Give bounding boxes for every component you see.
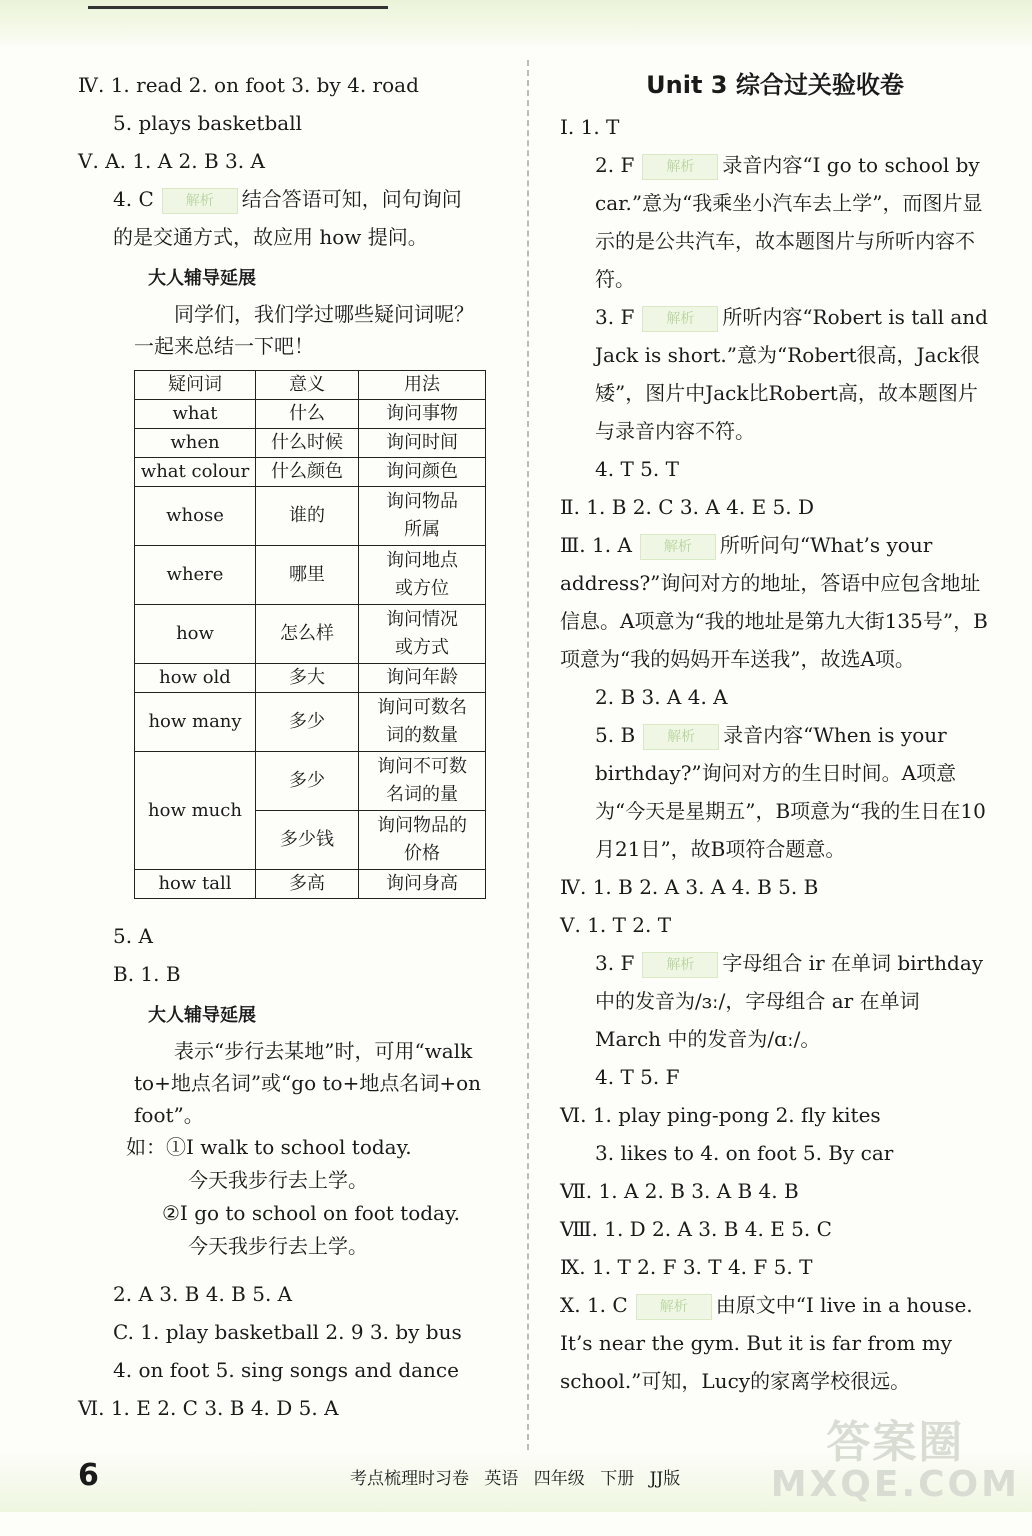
answer-iii-1-explanation: 所听问句“What’s your address?”询问对方的地址，答语中应包含地址信息。A项意为“我的地址是第九大街135号”，B项意为“我的妈妈开车送我”，故选A项。	[560, 533, 988, 671]
answer-viii: Ⅷ. 1. D 2. A 3. B 4. E 5. C	[560, 1217, 832, 1241]
watermark-line2: MXQE.COM	[770, 1464, 1020, 1506]
answer-b1: B. 1. B	[113, 962, 181, 986]
answer-vi: Ⅵ. 1. E 2. C 3. B 4. D 5. A	[78, 1396, 339, 1420]
column-divider	[527, 60, 529, 1460]
analysis-tag: 解析	[636, 1294, 712, 1320]
answer-x-number: Ⅹ. 1. C	[560, 1293, 628, 1317]
table-cell: 询问物品所属	[359, 487, 486, 546]
table-cell: 询问地点或方位	[359, 546, 486, 605]
header-rule	[88, 6, 388, 9]
answer-v-4-explanation: 结合答语可知，问句询问	[241, 187, 462, 211]
table-cell: 询问年龄	[359, 664, 486, 693]
answer-v-3	[560, 944, 990, 1058]
answer-v-45: 4. T 5. F	[595, 1065, 680, 1089]
table-cell: 询问身高	[359, 870, 486, 899]
answer-i-3-number: 3. F	[595, 305, 635, 329]
answer-vii: Ⅶ. 1. A 2. B 3. A B 4. B	[560, 1179, 799, 1203]
answer-v-12: Ⅴ. 1. T 2. T	[560, 913, 672, 937]
answer-i-3	[560, 298, 990, 450]
table-cell: where	[135, 546, 256, 605]
extension-text-1a: 同学们，我们学过哪些疑问词呢？	[174, 302, 474, 326]
extension-title-2: 大人辅导延展	[148, 1005, 256, 1026]
table-row	[135, 605, 486, 664]
answer-b-rest: 2. A 3. B 4. B 5. A	[113, 1282, 293, 1306]
answer-v-3-number: 3. F	[595, 951, 635, 975]
answer-c-line1: C. 1. play basketball 2. 9 3. by bus	[113, 1320, 462, 1344]
table-row	[135, 752, 486, 811]
example-2-cn: 今天我步行去上学。	[188, 1234, 368, 1258]
table-header-cell: 意义	[256, 371, 359, 400]
example-2-en: ②I go to school on foot today.	[162, 1201, 460, 1225]
answer-x	[560, 1286, 990, 1400]
table-cell: 什么	[256, 400, 359, 429]
table-cell: 询问物品的价格	[359, 811, 486, 870]
extension-text-1b: 一起来总结一下吧！	[134, 334, 314, 358]
question-words-table	[134, 370, 486, 899]
table-cell: 多少钱	[256, 811, 359, 870]
right-column	[560, 66, 990, 1400]
table-row	[135, 487, 486, 546]
answer-v-3-explanation: 字母组合 ir 在单词 birthday 中的发音为/ɜː/，字母组合 ar 在单词 March 中的发音为/ɑː/。	[595, 951, 984, 1051]
analysis-tag: 解析	[643, 724, 719, 750]
table-cell: what colour	[135, 458, 256, 487]
answer-i-2-explanation: 录音内容“I go to school by car.”意为“我乘坐小汽车去上学”，而图片显示的是公共汽车，故本题图片与所听内容不符。	[595, 153, 983, 291]
table-cell: 怎么样	[256, 605, 359, 664]
table-cell: whose	[135, 487, 256, 546]
table-cell: 谁的	[256, 487, 359, 546]
example-1-cn: 今天我步行去上学。	[188, 1168, 368, 1192]
answer-iii-1	[560, 526, 990, 678]
answer-iv-line1: Ⅳ. 1. read 2. on foot 3. by 4. road	[78, 73, 419, 97]
analysis-tag: 解析	[642, 306, 718, 332]
answer-x-explanation: 由原文中“I live in a house. It’s near the gym. But it is far from my school.”可知，Lucy的家离学校很远。	[560, 1293, 973, 1393]
table-cell: how many	[135, 693, 256, 752]
table-cell: what	[135, 400, 256, 429]
table-cell: 哪里	[256, 546, 359, 605]
answer-i-3-explanation: 所听内容“Robert is tall and Jack is short.”意为“Robert很高，Jack很矮”，图片中Jack比Robert高，故本题图片与录音内容不符。	[595, 305, 988, 443]
answer-iii-5	[560, 716, 990, 868]
table-row	[135, 693, 486, 752]
answer-i-2	[560, 146, 990, 298]
table-cell: how much	[135, 752, 256, 870]
table-cell: 询问情况或方式	[359, 605, 486, 664]
table-cell: how old	[135, 664, 256, 693]
table-header-row	[135, 371, 486, 400]
answer-iv-line2: 5. plays basketball	[113, 111, 302, 135]
table-row	[135, 546, 486, 605]
left-column	[78, 66, 508, 1427]
table-cell: when	[135, 429, 256, 458]
analysis-tag: 解析	[162, 188, 238, 214]
answer-ix: Ⅸ. 1. T 2. F 3. T 4. F 5. T	[560, 1255, 813, 1279]
answer-iii-5-explanation: 录音内容“When is your birthday?”询问对方的生日时间。A项意为“今天是星期五”，B项意为“我的生日在10月21日”，故B项符合题意。	[595, 723, 986, 861]
answer-iii-1-number: Ⅲ. 1. A	[560, 533, 632, 557]
analysis-tag: 解析	[642, 154, 718, 180]
watermark-line1: 答案圈	[826, 1417, 965, 1468]
table-cell: 多少	[256, 752, 359, 811]
example-1-en: 如：①I walk to school today.	[126, 1135, 412, 1159]
analysis-tag: 解析	[640, 534, 716, 560]
table-cell: 询问颜色	[359, 458, 486, 487]
answer-v-4-explanation-2: 的是交通方式，故应用 how 提问。	[113, 225, 428, 249]
answer-iii-5-number: 5. B	[595, 723, 636, 747]
analysis-tag: 解析	[642, 952, 718, 978]
answer-vi-line1: Ⅵ. 1. play ping-pong 2. fly kites	[560, 1103, 881, 1127]
table-cell: 什么时候	[256, 429, 359, 458]
table-cell: 多高	[256, 870, 359, 899]
answer-c-line2: 4. on foot 5. sing songs and dance	[113, 1358, 459, 1382]
answer-iv: Ⅳ. 1. B 2. A 3. A 4. B 5. B	[560, 875, 819, 899]
answer-a5: 5. A	[113, 924, 153, 948]
answer-vi-line2: 3. likes to 4. on foot 5. By car	[595, 1141, 894, 1165]
extension-text-2: 表示“步行去某地”时，可用“walk to+地点名词”或“go to+地点名词+on foot”。	[134, 1039, 482, 1127]
table-row	[135, 870, 486, 899]
answer-v-a: Ⅴ. A. 1. A 2. B 3. A	[78, 149, 265, 173]
table-cell: 询问事物	[359, 400, 486, 429]
table-row	[135, 429, 486, 458]
page-number: 6	[78, 1458, 99, 1493]
extension-title-1: 大人辅导延展	[148, 268, 256, 289]
table-cell: 多少	[256, 693, 359, 752]
table-cell: 多大	[256, 664, 359, 693]
answer-iii-234: 2. B 3. A 4. A	[595, 685, 728, 709]
answer-v-4	[78, 180, 508, 218]
unit-title: Unit 3 综合过关验收卷	[646, 71, 904, 99]
table-row	[135, 458, 486, 487]
table-header-cell: 用法	[359, 371, 486, 400]
table-cell: how tall	[135, 870, 256, 899]
table-cell: 什么颜色	[256, 458, 359, 487]
table-cell: 询问可数名词的数量	[359, 693, 486, 752]
table-cell: 询问不可数名词的量	[359, 752, 486, 811]
answer-i-45: 4. T 5. T	[595, 457, 679, 481]
answer-i-1: Ⅰ. 1. T	[560, 115, 620, 139]
answer-v-4-number: 4. C	[113, 187, 154, 211]
table-cell: 询问时间	[359, 429, 486, 458]
table-row	[135, 400, 486, 429]
answer-ii: Ⅱ. 1. B 2. C 3. A 4. E 5. D	[560, 495, 815, 519]
table-header-cell: 疑问词	[135, 371, 256, 400]
table-row	[135, 664, 486, 693]
watermark	[770, 1417, 1020, 1506]
book-info: 考点梳理时习卷 英语 四年级 下册 JJ版	[350, 1469, 681, 1489]
answer-i-2-number: 2. F	[595, 153, 635, 177]
table-cell: how	[135, 605, 256, 664]
